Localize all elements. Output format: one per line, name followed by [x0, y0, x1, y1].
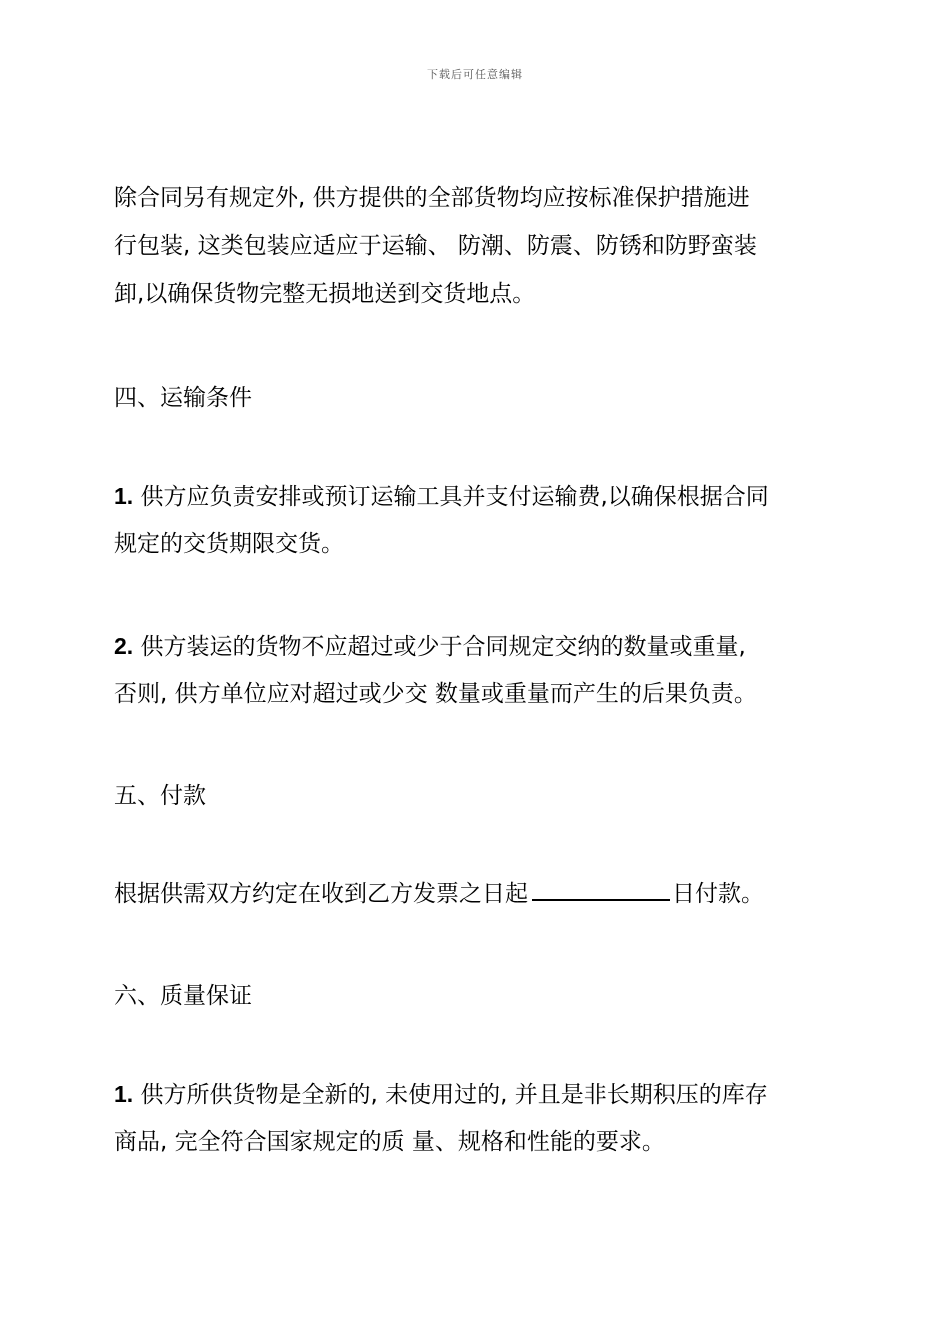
- section-4-item-1-line-1: [114, 472, 838, 520]
- section-4-item-2-line-2: 否则, 供方单位应对超过或少交 数量或重量而产生的后果负责。: [114, 681, 757, 707]
- payment-text-after: 日付款。: [672, 881, 764, 907]
- section-6-item-1-line-1: [114, 1070, 838, 1118]
- item-number: 2.: [114, 633, 134, 659]
- payment-line: [114, 870, 838, 918]
- item-number: 1.: [114, 1081, 134, 1107]
- item-number: 1.: [114, 483, 134, 509]
- page-header: 下载后可任意编辑: [427, 68, 523, 81]
- packaging-line-1: 除合同另有规定外, 供方提供的全部货物均应按标准保护措施进: [114, 185, 750, 211]
- section-6-item-1-line-2: 商品, 完全符合国家规定的质 量、规格和性能的要求。: [114, 1129, 665, 1155]
- section-4-item-1: [114, 472, 838, 568]
- item-text: 供方所供货物是全新的, 未使用过的, 并且是非长期积压的库存: [133, 1082, 768, 1108]
- item-text: 供方应负责安排或预订运输工具并支付运输费,以确保根据合同: [133, 484, 769, 510]
- packaging-line-2: 行包装, 这类包装应适应于运输、 防潮、防震、防锈和防野蛮装: [114, 233, 757, 259]
- payment-paragraph: [114, 870, 838, 918]
- packaging-line-3: 卸,以确保货物完整无损地送到交货地点。: [114, 281, 536, 307]
- packaging-paragraph: [114, 174, 838, 318]
- section-6-item-1: [114, 1070, 838, 1166]
- section-4-item-2-line-1: [114, 622, 838, 670]
- section-6-heading: 六、质量保证: [114, 983, 252, 1009]
- section-4-item-2: [114, 622, 838, 718]
- payment-days-blank: [532, 877, 670, 901]
- section-5-heading: 五、付款: [114, 783, 206, 809]
- section-4-item-1-line-2: 规定的交货期限交货。: [114, 531, 344, 557]
- section-4-heading: 四、运输条件: [114, 385, 252, 411]
- payment-text-before: 根据供需双方约定在收到乙方发票之日起: [114, 881, 528, 907]
- item-text: 供方装运的货物不应超过或少于合同规定交纳的数量或重量,: [133, 634, 746, 660]
